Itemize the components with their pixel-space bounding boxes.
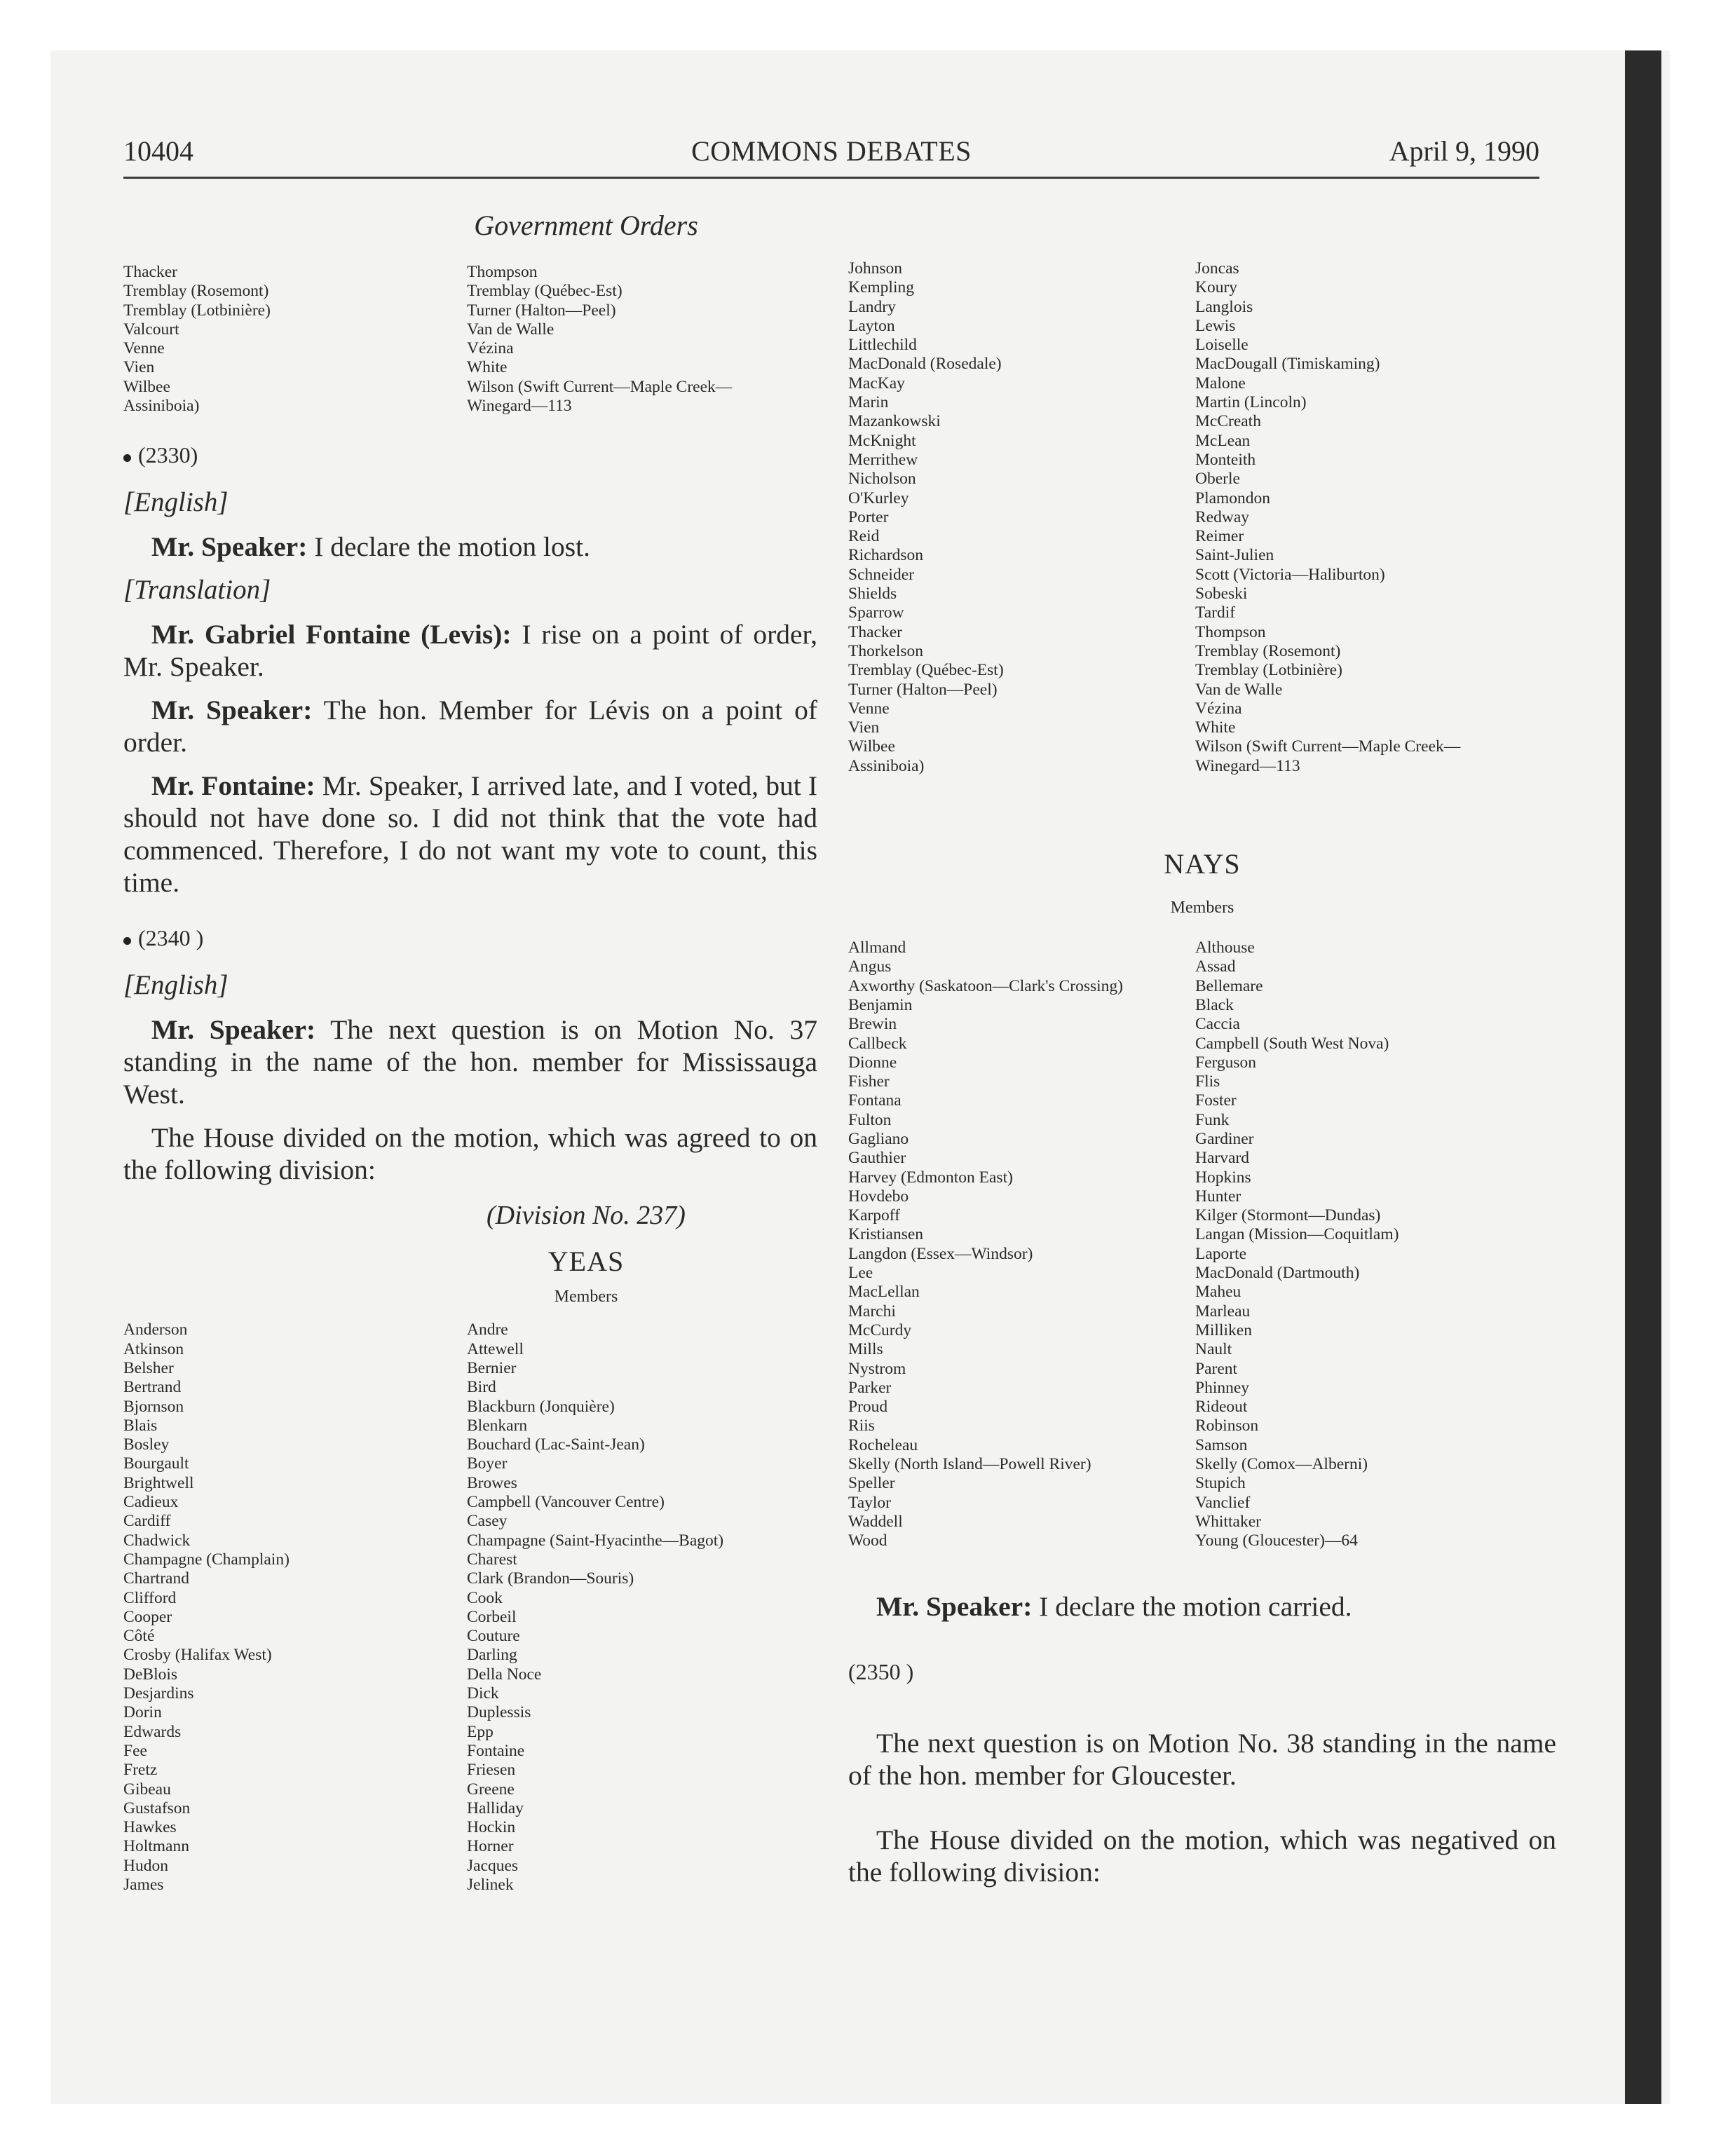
speech-paragraph: Mr. Speaker: I declare the motion carried. — [876, 1590, 1352, 1622]
member-name: James — [123, 1875, 164, 1894]
member-name: Dick — [467, 1684, 499, 1703]
member-name: Reid — [848, 527, 880, 546]
member-name: Chadwick — [123, 1531, 191, 1550]
member-name: Dionne — [848, 1053, 897, 1072]
member-name: Sparrow — [848, 603, 904, 622]
speaker-name: Mr. Gabriel Fontaine (Levis): — [151, 619, 512, 650]
language-marker: [English] — [123, 970, 229, 1001]
member-name: Reimer — [1195, 527, 1244, 546]
speaker-name: Mr. Speaker: — [151, 531, 308, 563]
member-name: Shields — [848, 585, 897, 603]
member-name: Proud — [848, 1398, 888, 1417]
member-name: Layton — [848, 316, 895, 335]
member-name: Fisher — [848, 1072, 890, 1091]
member-name: Hovdebo — [848, 1187, 909, 1206]
member-name: Joncas — [1195, 259, 1239, 278]
section-heading: Government Orders — [474, 210, 698, 241]
member-name: Assiniboia) — [848, 756, 925, 775]
member-name: Funk — [1195, 1110, 1230, 1129]
member-name: Van de Walle — [1195, 680, 1283, 699]
member-name: Parker — [848, 1378, 892, 1397]
member-name: Anderson — [123, 1321, 188, 1339]
member-name: Friesen — [467, 1761, 516, 1780]
member-name: Tremblay (Rosemont) — [123, 282, 269, 301]
yeas-col4 — [1195, 259, 1556, 776]
division-intro: The House divided on the motion, which was agreed to on the following division: — [123, 1122, 817, 1186]
language-marker: [English] — [123, 487, 229, 518]
member-name: Samson — [1195, 1435, 1248, 1454]
yeas-col1 — [123, 1321, 467, 1895]
member-name: Harvard — [1195, 1149, 1249, 1168]
speech-paragraph: Mr. Speaker: The next question is on Motion No. 37 standing in the name of the hon. member for Mississauga West. — [123, 1014, 818, 1110]
member-name: Hopkins — [1195, 1168, 1251, 1187]
left-column — [123, 203, 817, 1895]
member-name: Richardson — [848, 546, 924, 565]
member-name: Vien — [848, 718, 880, 737]
member-name: Bourgault — [123, 1454, 189, 1473]
member-name: Winegard—113 — [1195, 756, 1300, 775]
member-name: Tremblay (Lotbinière) — [1195, 661, 1342, 680]
member-name: Riis — [848, 1417, 875, 1435]
member-name: Greene — [467, 1780, 515, 1799]
member-name: Campbell (South West Nova) — [1195, 1034, 1389, 1053]
member-name: Robinson — [1195, 1417, 1259, 1435]
member-name: Parent — [1195, 1359, 1238, 1378]
member-name: Mills — [848, 1340, 883, 1359]
member-name: Duplessis — [467, 1703, 531, 1722]
member-name: Speller — [848, 1474, 895, 1493]
member-name: Blackburn (Jonquière) — [467, 1397, 615, 1416]
yeas-heading: YEAS — [547, 1246, 625, 1278]
member-name: Schneider — [848, 565, 914, 584]
member-name: Darling — [467, 1646, 517, 1665]
speech-paragraph: Mr. Gabriel Fontaine (Levis): I rise on a point of order, Mr. Speaker. — [123, 619, 817, 683]
member-name: Brightwell — [123, 1473, 194, 1492]
member-name: Dorin — [123, 1703, 162, 1722]
nays-col2 — [1195, 939, 1556, 1551]
member-name: Langdon (Essex—Windsor) — [848, 1244, 1033, 1263]
member-name: Bellemare — [1195, 976, 1263, 995]
member-name: Marchi — [848, 1302, 896, 1321]
member-name: Thorkelson — [848, 641, 924, 660]
member-name: Langlois — [1195, 297, 1253, 316]
member-name: Wilson (Swift Current—Maple Creek— — [1195, 737, 1461, 756]
nays-list — [848, 939, 1556, 1551]
top-list-col1 — [123, 263, 467, 416]
bullet-icon — [123, 937, 131, 945]
member-name: Bjornson — [123, 1397, 184, 1416]
member-name: Foster — [1195, 1091, 1237, 1110]
member-name: Andre — [467, 1321, 508, 1339]
yeas-col3 — [848, 259, 1195, 776]
member-name: Bosley — [123, 1435, 170, 1454]
member-name: Bertrand — [123, 1378, 182, 1397]
member-name: Karpoff — [848, 1206, 900, 1225]
member-name: Hockin — [467, 1818, 516, 1837]
member-name: Atkinson — [123, 1339, 184, 1358]
speaker-name: Mr. Speaker: — [151, 695, 313, 726]
member-name: Loiselle — [1195, 336, 1248, 355]
member-name: Tremblay (Rosemont) — [1195, 641, 1341, 660]
division-intro: The House divided on the motion, which was negatived on the following division: — [848, 1824, 1556, 1888]
member-name: MacLellan — [848, 1283, 920, 1302]
member-name: Axworthy (Saskatoon—Clark's Crossing) — [848, 976, 1123, 995]
member-name: Charest — [467, 1550, 517, 1569]
member-name: Venne — [123, 339, 165, 358]
member-name: Attewell — [467, 1339, 524, 1358]
member-name: Blais — [123, 1416, 158, 1435]
member-name: Flis — [1195, 1072, 1220, 1091]
member-name: Bouchard (Lac-Saint-Jean) — [467, 1435, 645, 1454]
member-name: Vézina — [467, 339, 514, 358]
member-name: Gagliano — [848, 1129, 909, 1148]
publication-title: COMMONS DEBATES — [691, 135, 972, 167]
member-name: McCreath — [1195, 412, 1261, 431]
timestamp-2340: (2340 ) — [123, 925, 817, 951]
member-name: Johnson — [848, 259, 903, 278]
member-name: MacDougall (Timiskaming) — [1195, 355, 1380, 374]
member-name: Malone — [1195, 374, 1246, 393]
member-name: White — [1195, 718, 1236, 737]
member-name: Caccia — [1195, 1015, 1240, 1034]
timestamp-2350: (2350 ) — [848, 1658, 914, 1684]
member-name: Phinney — [1195, 1378, 1250, 1397]
member-name: Clifford — [123, 1588, 177, 1607]
member-name: Benjamin — [848, 995, 913, 1014]
member-name: Casey — [467, 1512, 508, 1531]
member-name: Champagne (Saint-Hyacinthe—Bagot) — [467, 1531, 724, 1550]
member-name: Hunter — [1195, 1187, 1241, 1206]
member-name: Kempling — [848, 278, 914, 297]
member-name: Clark (Brandon—Souris) — [467, 1569, 634, 1588]
member-name: Champagne (Champlain) — [123, 1550, 290, 1569]
member-name: Fulton — [848, 1110, 892, 1129]
member-name: Thacker — [123, 263, 177, 281]
page-date: April 9, 1990 — [1389, 135, 1539, 167]
member-name: Whittaker — [1195, 1512, 1261, 1531]
member-name: Tremblay (Québec-Est) — [848, 661, 1004, 680]
member-name: Thompson — [467, 263, 538, 281]
top-list-col2 — [467, 263, 817, 416]
member-name: Littlechild — [848, 336, 917, 355]
member-name: Della Noce — [467, 1665, 542, 1684]
member-name: Van de Walle — [467, 320, 554, 339]
member-name: DeBlois — [123, 1665, 178, 1684]
member-name: McCurdy — [848, 1321, 912, 1339]
members-label: Members — [554, 1288, 618, 1306]
member-name: Wilson (Swift Current—Maple Creek— — [467, 377, 733, 396]
member-name: White — [467, 358, 508, 377]
member-name: Blenkarn — [467, 1416, 528, 1435]
member-name: Lee — [848, 1264, 873, 1283]
speaker-name: Mr. Fontaine: — [151, 770, 315, 802]
member-name: Koury — [1195, 278, 1238, 297]
member-name: Vien — [123, 358, 155, 377]
member-name: Langan (Mission—Coquitlam) — [1195, 1225, 1399, 1244]
member-name: Rocheleau — [848, 1435, 918, 1454]
member-name: Boyer — [467, 1454, 508, 1473]
member-name: Browes — [467, 1473, 517, 1492]
member-name: Cardiff — [123, 1512, 171, 1531]
member-name: Vézina — [1195, 699, 1242, 718]
member-name: Young (Gloucester)—64 — [1195, 1531, 1358, 1550]
member-name: Couture — [467, 1627, 520, 1646]
member-name: Maheu — [1195, 1283, 1241, 1302]
member-name: Ferguson — [1195, 1053, 1257, 1072]
member-name: MacDonald (Dartmouth) — [1195, 1264, 1360, 1283]
member-name: Cooper — [123, 1607, 172, 1626]
member-name: Holtmann — [123, 1837, 189, 1856]
member-name: O'Kurley — [848, 489, 909, 507]
member-name: Gardiner — [1195, 1129, 1254, 1148]
member-name: Cadieux — [123, 1493, 179, 1512]
member-name: Côté — [123, 1627, 155, 1646]
member-name: Horner — [467, 1837, 514, 1856]
bullet-icon — [123, 454, 131, 462]
member-name: Valcourt — [123, 320, 179, 339]
member-name: Landry — [848, 297, 896, 316]
speech-paragraph: Mr. Fontaine: Mr. Speaker, I arrived late, and I voted, but I should not have done so. I did not think that the vote had commenced. Therefore, I do not want my vote to count, this time. — [123, 770, 817, 899]
member-name: Wilbee — [123, 377, 170, 396]
member-name: Marleau — [1195, 1302, 1251, 1321]
member-name: Edwards — [123, 1722, 182, 1741]
member-name: Milliken — [1195, 1321, 1252, 1339]
right-column — [848, 259, 1556, 1888]
member-name: Assad — [1195, 957, 1236, 976]
member-name: Desjardins — [123, 1684, 194, 1703]
division-number: (Division No. 237) — [487, 1201, 686, 1231]
member-name: McKnight — [848, 431, 916, 450]
member-name: Taylor — [848, 1493, 891, 1512]
member-name: Wood — [848, 1531, 887, 1550]
member-name: Chartrand — [123, 1569, 189, 1588]
member-name: Redway — [1195, 507, 1250, 526]
member-name: Gibeau — [123, 1780, 171, 1799]
member-name: Bird — [467, 1378, 496, 1397]
member-name: Rideout — [1195, 1398, 1248, 1417]
member-name: Tardif — [1195, 603, 1236, 622]
member-name: Fontaine — [467, 1741, 525, 1760]
member-name: Thacker — [848, 622, 902, 641]
member-name: Lewis — [1195, 316, 1236, 335]
member-name: Skelly (North Island—Powell River) — [848, 1455, 1091, 1474]
member-name: Jelinek — [467, 1875, 514, 1894]
member-name: Monteith — [1195, 450, 1256, 469]
member-name: Plamondon — [1195, 489, 1271, 507]
member-name: Wilbee — [848, 737, 895, 756]
member-name: Hawkes — [123, 1818, 177, 1837]
member-name: Mazankowski — [848, 412, 941, 431]
member-name: Hudon — [123, 1856, 168, 1875]
member-name: Angus — [848, 957, 892, 976]
member-name: Crosby (Halifax West) — [123, 1646, 272, 1665]
member-name: Jacques — [467, 1856, 519, 1875]
member-name: Stupich — [1195, 1474, 1246, 1493]
member-name: Nicholson — [848, 470, 916, 489]
member-name: Fee — [123, 1741, 147, 1760]
member-name: Martin (Lincoln) — [1195, 393, 1307, 412]
language-marker: [Translation] — [123, 575, 271, 606]
member-name: Sobeski — [1195, 585, 1248, 603]
member-name: MacKay — [848, 374, 905, 393]
member-name: Nystrom — [848, 1359, 906, 1378]
member-name: Epp — [467, 1722, 494, 1741]
member-name: Cook — [467, 1588, 503, 1607]
member-name: Laporte — [1195, 1244, 1247, 1263]
timestamp-2330: (2330) — [123, 442, 817, 468]
member-name: Campbell (Vancouver Centre) — [467, 1493, 665, 1512]
member-name: Kristiansen — [848, 1225, 924, 1244]
member-name: Assiniboia) — [123, 397, 200, 416]
member-name: Scott (Victoria—Haliburton) — [1195, 565, 1385, 584]
speech-paragraph: Mr. Speaker: I declare the motion lost. — [151, 531, 591, 563]
yeas-list-continued — [848, 259, 1556, 776]
member-name: MacDonald (Rosedale) — [848, 355, 1002, 374]
member-name: Tremblay (Lotbinière) — [123, 301, 271, 320]
member-name: Saint-Julien — [1195, 546, 1274, 565]
member-name: Halliday — [467, 1799, 524, 1817]
member-name: Skelly (Comox—Alberni) — [1195, 1455, 1368, 1474]
page-number: 10404 — [123, 135, 193, 167]
top-member-list — [123, 263, 817, 416]
member-name: Waddell — [848, 1512, 903, 1531]
member-name: Brewin — [848, 1015, 897, 1034]
member-name: Turner (Halton—Peel) — [848, 680, 998, 699]
member-name: Oberle — [1195, 470, 1240, 489]
member-name: Harvey (Edmonton East) — [848, 1168, 1013, 1187]
member-name: Fontana — [848, 1091, 901, 1110]
member-name: Thompson — [1195, 622, 1266, 641]
member-name: Belsher — [123, 1358, 174, 1377]
member-name: McLean — [1195, 431, 1251, 450]
member-name: Fretz — [123, 1761, 158, 1780]
speaker-name: Mr. Speaker: — [876, 1590, 1033, 1622]
member-name: Nault — [1195, 1340, 1232, 1359]
member-name: Bernier — [467, 1358, 517, 1377]
member-name: Merrithew — [848, 450, 918, 469]
yeas-col2 — [467, 1321, 817, 1895]
member-name: Gauthier — [848, 1149, 906, 1168]
member-name: Callbeck — [848, 1034, 907, 1053]
member-name: Gustafson — [123, 1799, 191, 1817]
nays-heading: NAYS — [1164, 848, 1241, 880]
member-name: Allmand — [848, 939, 906, 957]
member-name: Tremblay (Québec-Est) — [467, 282, 622, 301]
member-name: Althouse — [1195, 939, 1255, 957]
member-name: Vanclief — [1195, 1493, 1251, 1512]
nays-col1 — [848, 939, 1195, 1551]
page-header — [123, 135, 1539, 179]
member-name: Corbeil — [467, 1607, 517, 1626]
speaker-name: Mr. Speaker: — [151, 1014, 316, 1046]
yeas-list — [123, 1321, 817, 1895]
members-label: Members — [1170, 899, 1234, 917]
member-name: Winegard—113 — [467, 397, 572, 416]
scan-edge-bar — [1625, 50, 1661, 2104]
member-name: Marin — [848, 393, 889, 412]
next-question-paragraph: The next question is on Motion No. 38 standing in the name of the hon. member for Gloucester. — [848, 1727, 1556, 1791]
member-name: Venne — [848, 699, 890, 718]
speech-paragraph: Mr. Speaker: The hon. Member for Lévis on a point of order. — [123, 695, 818, 758]
member-name: Black — [1195, 995, 1234, 1014]
member-name: Porter — [848, 507, 889, 526]
member-name: Kilger (Stormont—Dundas) — [1195, 1206, 1381, 1225]
member-name: Turner (Halton—Peel) — [467, 301, 616, 320]
